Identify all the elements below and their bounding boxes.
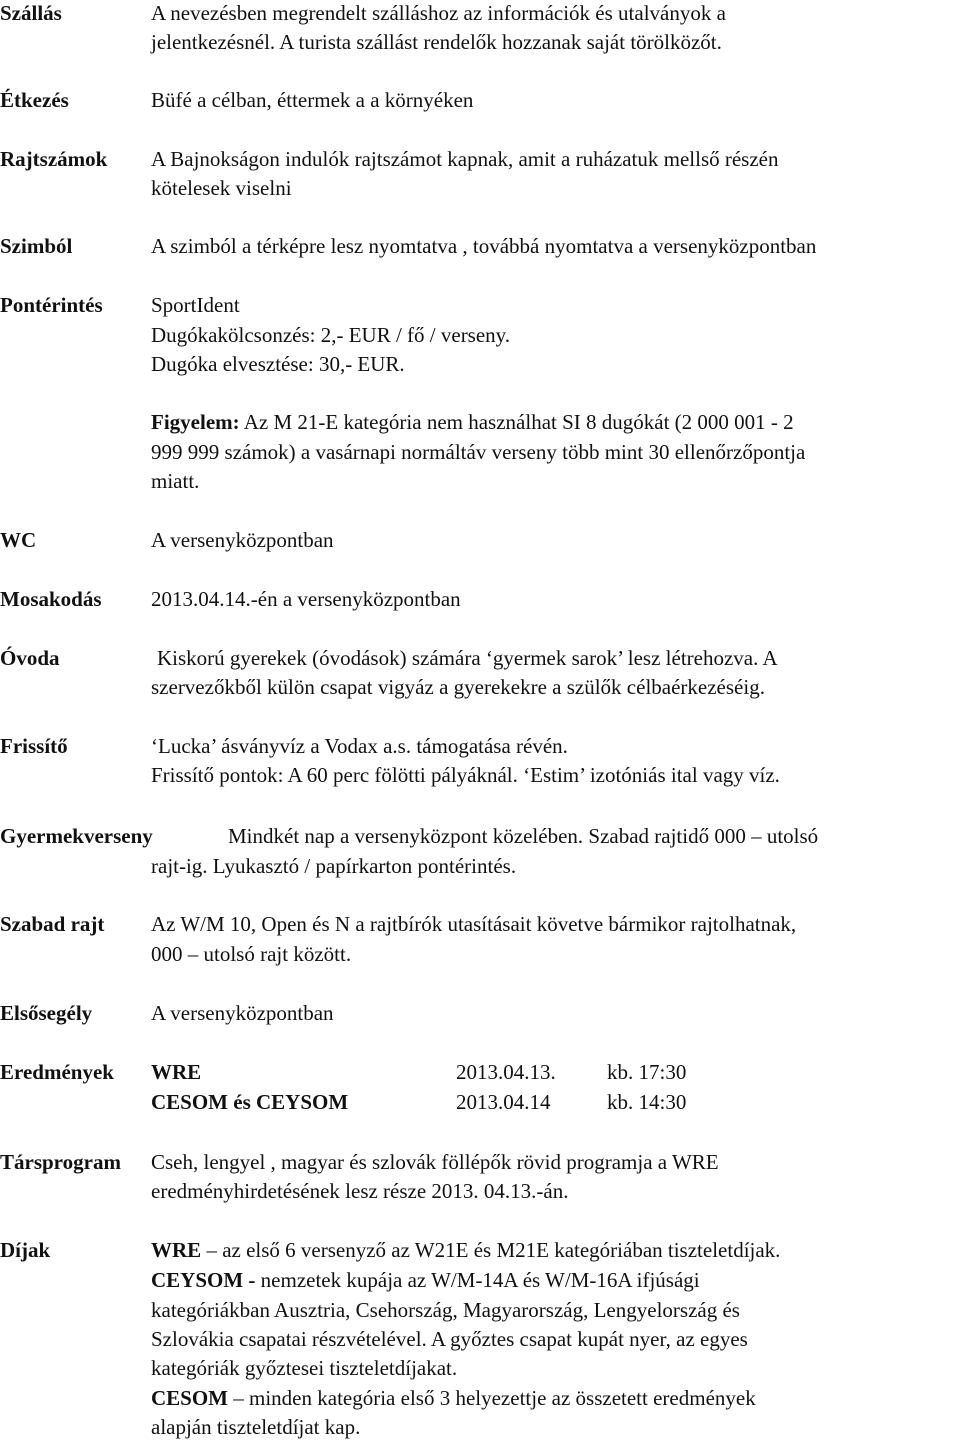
- dijak-ceysom-label: CEYSOM -: [151, 1268, 256, 1292]
- label-dijak: Díjak: [0, 1238, 51, 1262]
- dijak-cesom-line: [151, 1388, 756, 1409]
- dijak-cesom-text-2: alapján tiszteletdíjat kap.: [151, 1415, 361, 1439]
- dijak-wre-line: [151, 1240, 780, 1261]
- gyermekverseny-text-2: rajt-ig. Lyukasztó / papírkarton pontérintés.: [151, 854, 517, 878]
- dijak-wre-text: – az első 6 versenyző az W21E és M21E kategóriában tiszteletdíjak.: [201, 1238, 781, 1262]
- dijak-wre-label: WRE: [151, 1238, 202, 1262]
- tarsprogram-text-1: Cseh, lengyel , magyar és szlovák föllépők rövid programja a WRE: [151, 1150, 719, 1174]
- frissito-text-2: Frissítő pontok: A 60 perc fölötti pályáknál. ‘Estim’ izotóniás ital vagy víz.: [151, 763, 780, 787]
- szallas-text-1: A nevezésben megrendelt szálláshoz az információk és utalványok a: [151, 1, 726, 25]
- result-name: WRE: [151, 1060, 202, 1084]
- rajtszamok-text-1: A Bajnokságon indulók rajtszámot kapnak, amit a ruházatuk mellső részén: [151, 147, 779, 171]
- dijak-ceysom-line: [151, 1270, 700, 1291]
- wc-text: A versenyközpontban: [151, 528, 334, 552]
- szallas-text-2: jelentkezésnél. A turista szállást rendelők hozzanak saját törölközőt.: [151, 30, 722, 54]
- szimbol-text: A szimból a térképre lesz nyomtatva , továbbá nyomtatva a versenyközpontban: [151, 234, 817, 258]
- mosakodas-text: 2013.04.14.-én a versenyközpontban: [151, 587, 461, 611]
- label-mosakodas: Mosakodás: [0, 587, 102, 611]
- dijak-ceysom-text-3: Szlovákia csapatai részvételével. A győztes csapat kupát nyer, az egyes: [151, 1327, 748, 1351]
- label-eredmenyek: Eredmények: [0, 1060, 114, 1084]
- dijak-cesom-text-1: – minden kategória első 3 helyezettje az összetett eredmények: [228, 1386, 756, 1410]
- szabad-rajt-text-2: 000 – utolsó rajt között.: [151, 942, 352, 966]
- label-elsosegely: Elsősegély: [0, 1001, 93, 1025]
- warning-text-1: Az M 21-E kategória nem használhat SI 8 dugókát (2 000 001 - 2: [243, 410, 794, 434]
- warning-text-3: miatt.: [151, 469, 200, 493]
- result-date: 2013.04.13.: [456, 1060, 556, 1084]
- label-wc: WC: [0, 528, 37, 552]
- result-name: CESOM és CEYSOM: [151, 1090, 349, 1114]
- tarsprogram-text-2: eredményhirdetésének lesz része 2013. 04.13.-án.: [151, 1179, 569, 1203]
- rajtszamok-text-2: kötelesek viselni: [151, 176, 292, 200]
- label-gyermekverseny: Gyermekverseny: [0, 824, 153, 848]
- label-ponterintes: Pontérintés: [0, 293, 103, 317]
- label-ovoda: Óvoda: [0, 646, 60, 670]
- result-time: kb. 17:30: [607, 1060, 687, 1084]
- result-time: kb. 14:30: [607, 1090, 687, 1114]
- frissito-text-1: ‘Lucka’ ásványvíz a Vodax a.s. támogatása révén.: [151, 734, 568, 758]
- dijak-ceysom-text-1: nemzetek kupája az W/M-14A és W/M-16A ifjúsági: [255, 1268, 700, 1292]
- label-etkezes: Étkezés: [0, 88, 69, 112]
- label-szimbol: Szimból: [0, 234, 73, 258]
- warning-line-1: [151, 412, 794, 433]
- result-date: 2013.04.14: [456, 1090, 551, 1114]
- label-szabad-rajt: Szabad rajt: [0, 912, 105, 936]
- ponterintes-text-2: Dugókakölcsonzés: 2,- EUR / fő / verseny.: [151, 323, 511, 347]
- warning-label: Figyelem:: [151, 410, 240, 434]
- gyermekverseny-text-1: Mindkét nap a versenyközpont közelében. Szabad rajtidő 000 – utolsó: [228, 824, 819, 848]
- ponterintes-text-1: SportIdent: [151, 293, 240, 317]
- ponterintes-text-3: Dugóka elvesztése: 30,- EUR.: [151, 352, 405, 376]
- etkezes-text: Büfé a célban, éttermek a a környéken: [151, 88, 474, 112]
- label-tarsprogram: Társprogram: [0, 1150, 121, 1174]
- dijak-cesom-label: CESOM: [151, 1386, 229, 1410]
- label-frissito: Frissítő: [0, 734, 68, 758]
- dijak-ceysom-text-2: kategóriákban Ausztria, Csehország, Magyarország, Lengyelország és: [151, 1298, 740, 1322]
- label-rajtszamok: Rajtszámok: [0, 147, 108, 171]
- warning-text-2: 999 999 számok) a vasárnapi normáltáv verseny több mint 30 ellenőrzőpontja: [151, 440, 806, 464]
- szabad-rajt-text-1: Az W/M 10, Open és N a rajtbírók utasításait követve bármikor rajtolhatnak,: [151, 912, 797, 936]
- dijak-ceysom-text-4: kategóriák győztesei tiszteletdíjakat.: [151, 1356, 458, 1380]
- ovoda-text-1: Kiskorú gyerekek (óvodások) számára ‘gyermek sarok’ lesz létrehozva. A: [157, 646, 778, 670]
- ovoda-text-2: szervezőkből külön csapat vigyáz a gyerekekre a szülők célbaérkezéséig.: [151, 675, 765, 699]
- elsosegely-text: A versenyközpontban: [151, 1001, 334, 1025]
- label-szallas: Szállás: [0, 1, 62, 25]
